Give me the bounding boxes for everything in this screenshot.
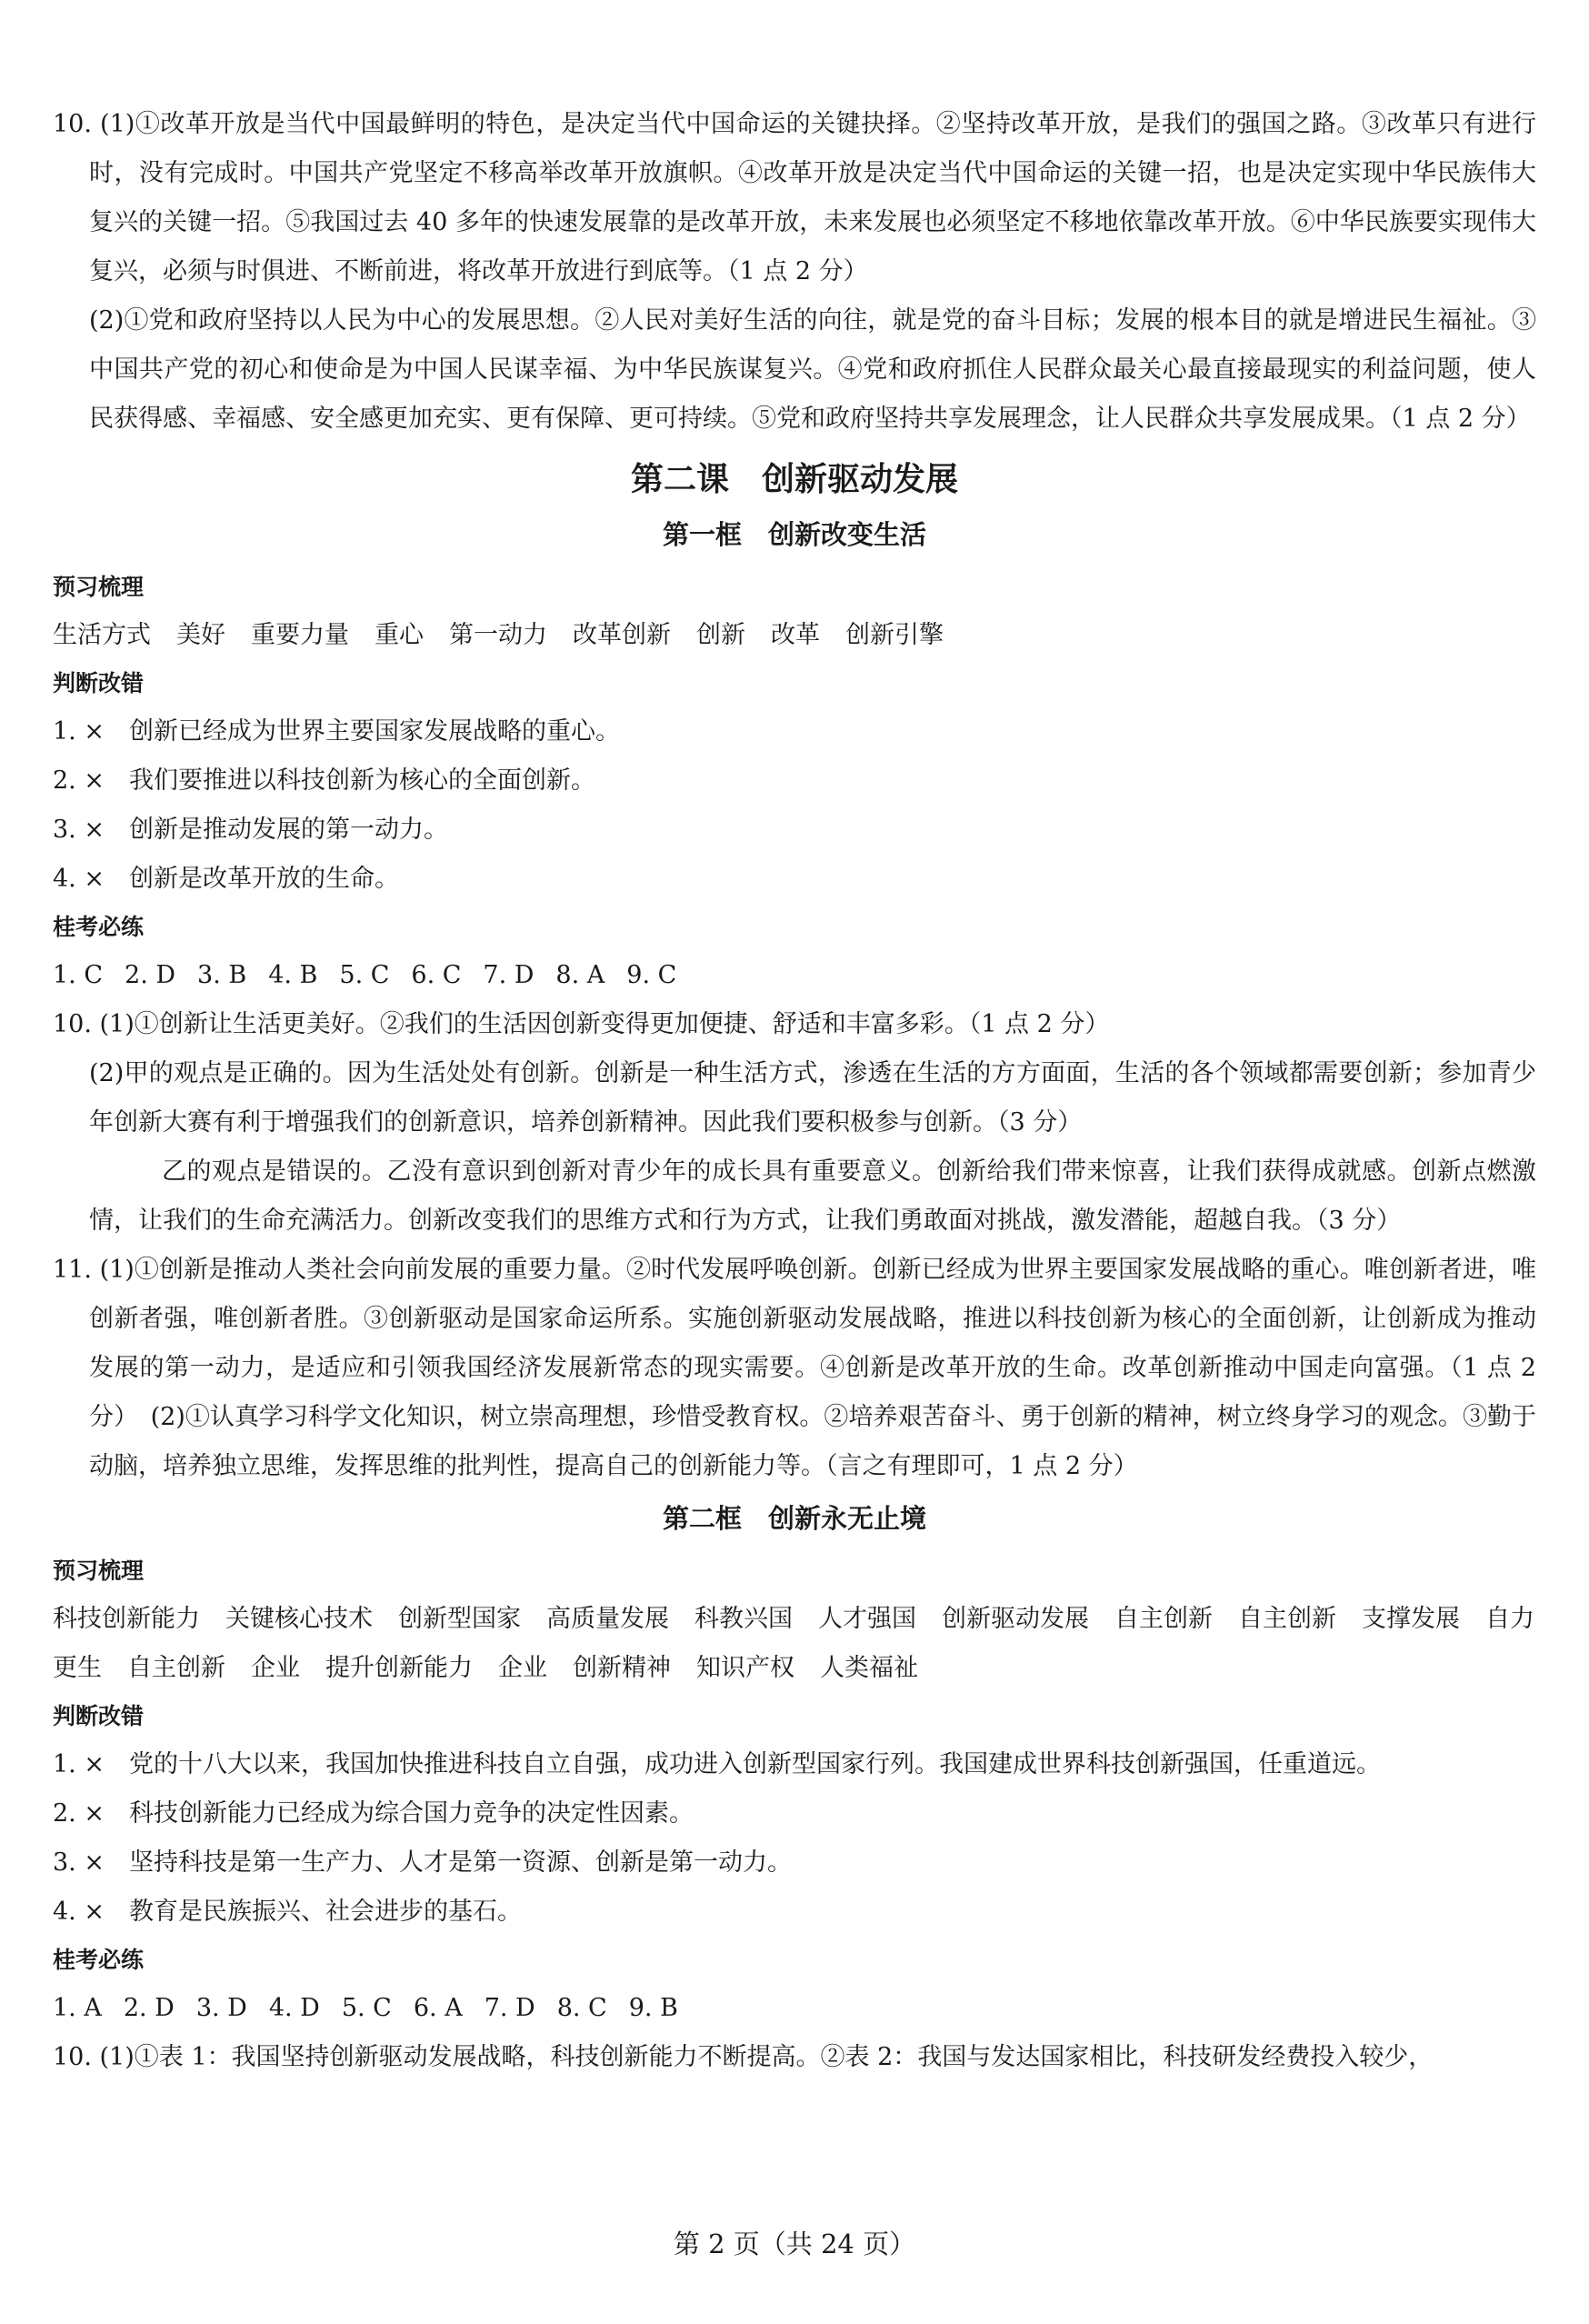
- term: 第一动力: [449, 621, 547, 649]
- q10-top-part2: (2)①党和政府坚持以人民为中心的发展思想。②人民对美好生活的向往，就是党的奋斗目标；发展的根本目的就是增进民生福祉。③中国共产党的初心和使命是为中国人民谋幸福、为中华民族谋复兴。④党和政府抓住人民群众最关心最直接最现实的利益问题，使人民获得感、幸福感、安全感更加充实、更有保障、更可持续。⑤党和政府坚持共享发展理念，让人民群众共享发展成果。（1 点 2 分）: [89, 306, 1536, 433]
- term: 创新精神: [573, 1654, 671, 1682]
- frame1-preview-label: 预习梳理: [53, 574, 145, 600]
- page-footer: 第 2 页（共 24 页）: [673, 2229, 916, 2259]
- term: 自主创新: [127, 1654, 225, 1682]
- frame1-judge-item: 1. × 创新已经成为世界主要国家发展战略的重心。: [53, 717, 620, 746]
- term: 企业: [498, 1654, 547, 1682]
- term: 科教兴国: [695, 1605, 793, 1633]
- term: 人类福祉: [820, 1654, 918, 1682]
- answer: 5. C: [341, 1994, 392, 2022]
- lesson-title: 第二课 创新驱动发展: [630, 461, 958, 498]
- answer: 7. D: [483, 961, 535, 989]
- frame1-preview-terms: [53, 611, 1536, 660]
- frame2-preview-label: 预习梳理: [53, 1558, 145, 1584]
- term: 改革创新: [573, 621, 671, 649]
- frame2-judge-item: 2. × 科技创新能力已经成为综合国力竞争的决定性因素。: [53, 1799, 694, 1828]
- term: 重要力量: [251, 621, 349, 649]
- frame1-q10-part1: 10. (1)①创新让生活更美好。②我们的生活因创新变得更加便捷、舒适和丰富多彩。（1 点 2 分）: [53, 1010, 1110, 1038]
- answer: 6. A: [413, 1994, 463, 2022]
- frame2-answers: [53, 1984, 1536, 2033]
- term: 自主创新: [1114, 1605, 1213, 1633]
- answer: 5. C: [339, 961, 390, 989]
- answer: 7. D: [484, 1994, 535, 2022]
- term: 美好: [176, 621, 225, 649]
- frame2-judge-item: 4. × 教育是民族振兴、社会进步的基石。: [53, 1898, 522, 1926]
- answer: 2. D: [125, 961, 176, 989]
- answer: 2. D: [123, 1994, 175, 2022]
- term: 关键核心技术: [225, 1605, 373, 1633]
- q10-top-part1: 10. (1)①改革开放是当代中国最鲜明的特色，是决定当代中国命运的关键抉择。②坚持改革开放，是我们的强国之路。③改革只有进行时，没有完成时。中国共产党坚定不移高举改革开放旗帜。④改革开放是决定当代中国命运的关键一招，也是决定实现中华民族伟大复兴的关键一招。⑤我国过去 40 多年的快速发展靠的是改革开放，未来发展也必须坚定不移地依靠改革开放。⑥中华民族要实现伟大复兴，必须与时俱进、不断前进，将改革开放进行到底等。（1 点 2 分）: [53, 110, 1536, 285]
- term: 自主创新: [1238, 1605, 1336, 1633]
- term: 重心: [375, 621, 424, 649]
- term: 创新型国家: [398, 1605, 521, 1633]
- frame1-q11: 11. (1)①创新是推动人类社会向前发展的重要力量。②时代发展呼唤创新。创新已经成为世界主要国家发展战略的重心。唯创新者进，唯创新者强，唯创新者胜。③创新驱动是国家命运所系。实施创新驱动发展战略，推进以科技创新为核心的全面创新，让创新成为推动发展的第一动力，是适应和引领我国经济发展新常态的现实需要。④创新是改革开放的生命。改革创新推动中国走向富强。（1 点 2 分） (2)①认真学习科学文化知识，树立崇高理想，珍惜受教育权。②培养艰苦奋斗、勇于创新的精神，树立终身学习的观念。③勤于动脑，培养独立思维，发挥思维的批判性，提高自己的创新能力等。（言之有理即可，1 点 2 分）: [53, 1256, 1536, 1480]
- term: 生活方式: [53, 621, 151, 649]
- answer: 8. C: [556, 1994, 607, 2022]
- term: 创新: [696, 621, 745, 649]
- frame2-exam-label: 桂考必练: [53, 1947, 145, 1973]
- term: 自力更生: [53, 1605, 1534, 1682]
- term: 人才强国: [818, 1605, 916, 1633]
- frame1-judge-item: 2. × 我们要推进以科技创新为核心的全面创新。: [53, 766, 595, 795]
- term: 科技创新能力: [53, 1605, 200, 1633]
- answer: 4. D: [268, 1994, 320, 2022]
- frame1-answers: [53, 951, 1536, 1000]
- page-content: [53, 100, 1536, 2082]
- term: 高质量发展: [546, 1605, 669, 1633]
- frame1-judge-label: 判断改错: [53, 670, 145, 696]
- answer: 4. B: [268, 961, 318, 989]
- answer: 9. C: [626, 961, 677, 989]
- frame1-q10-part2: (2)甲的观点是正确的。因为生活处处有创新。创新是一种生活方式，渗透在生活的方方面面，生活的各个领域都需要创新；参加青少年创新大赛有利于增强我们的创新意识，培养创新精神。因此我们要积极参与创新。（3 分）: [89, 1059, 1536, 1137]
- frame1-judge-item: 3. × 创新是推动发展的第一动力。: [53, 816, 448, 844]
- term: 企业: [251, 1654, 300, 1682]
- frame1-q10-part3: 乙的观点是错误的。乙没有意识到创新对青少年的成长具有重要意义。创新给我们带来惊喜，让我们获得成就感。创新点燃激情，让我们的生命充满活力。创新改变我们的思维方式和行为方式，让我们勇敢面对挑战，激发潜能，超越自我。（3 分）: [89, 1157, 1536, 1235]
- frame2-preview-terms: [53, 1595, 1536, 1693]
- answer: 3. D: [195, 1994, 247, 2022]
- frame2-judge-item: 1. × 党的十八大以来，我国加快推进科技自立自强，成功进入创新型国家行列。我国建成世界科技创新强国，任重道远。: [53, 1750, 1381, 1778]
- frame2-q10: 10. (1)①表 1：我国坚持创新驱动发展战略，科技创新能力不断提高。②表 2：我国与发达国家相比，科技研发经费投入较少，: [53, 2043, 1434, 2071]
- answer: 1. C: [53, 961, 104, 989]
- answer: 6. C: [411, 961, 462, 989]
- term: 创新驱动发展: [942, 1605, 1089, 1633]
- answer: 9. B: [628, 1994, 678, 2022]
- term: 支撑发展: [1362, 1605, 1460, 1633]
- frame1-exam-label: 桂考必练: [53, 914, 145, 940]
- frame2-judge-item: 3. × 坚持科技是第一生产力、人才是第一资源、创新是第一动力。: [53, 1848, 792, 1877]
- term: 知识产权: [696, 1654, 794, 1682]
- term: 创新引擎: [845, 621, 944, 649]
- term: 提升创新能力: [325, 1654, 473, 1682]
- answer: 1. A: [53, 1994, 102, 2022]
- frame2-judge-label: 判断改错: [53, 1703, 145, 1729]
- frame1-judge-item: 4. × 创新是改革开放的生命。: [53, 865, 399, 893]
- answer: 8. A: [555, 961, 605, 989]
- term: 改革: [771, 621, 820, 649]
- answer: 3. B: [197, 961, 247, 989]
- frame2-title: 第二框 创新永无止境: [662, 1503, 926, 1534]
- frame1-title: 第一框 创新改变生活: [662, 519, 926, 550]
